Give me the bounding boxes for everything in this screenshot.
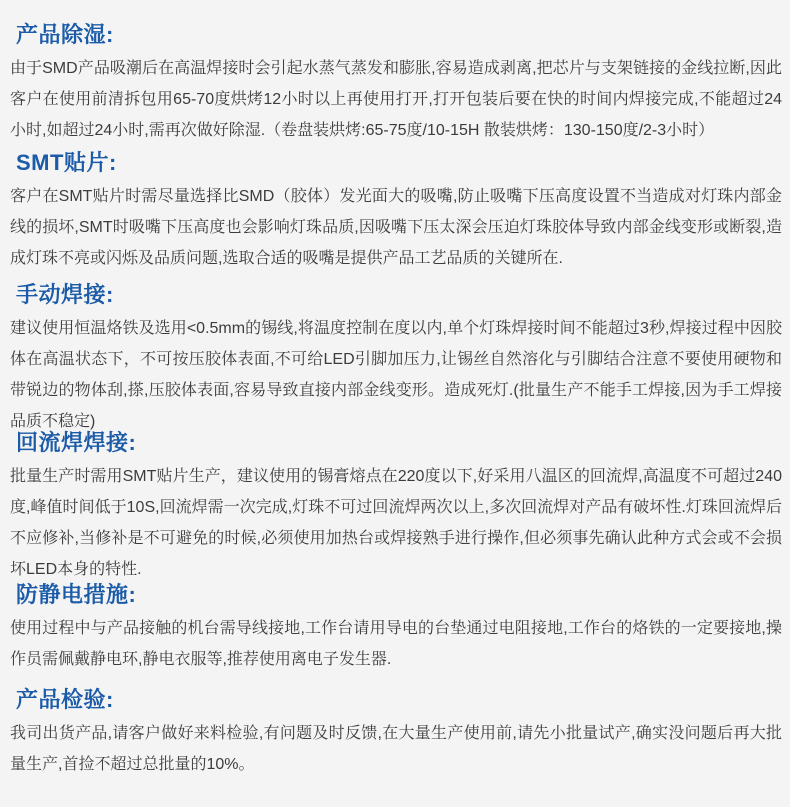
section-product-dehumidify <box>0 20 790 146</box>
section-body: 由于SMD产品吸潮后在高温焊接时会引起水蒸气蒸发和膨胀,容易造成剥离,把芯片与支架链接的金线拉断,因此客户在使用前清拆包用65-70度烘烤12小时以上再使用打开,打开包装后要在快的时间内焊接完成,不能超过24小时,如超过24小时,需再次做好除湿.（卷盘装烘烤:65-75度/10-15H 散装烘烤：130-150度/2-3小时） <box>10 60 782 139</box>
section-product-inspection <box>0 685 790 780</box>
section-smt-placement <box>0 148 790 274</box>
section-body: 建议使用恒温烙铁及选用<0.5mm的锡线,将温度控制在度以内,单个灯珠焊接时间不能超过3秒,焊接过程中因胶体在高温状态下，不可按压胶体表面,不可给LED引脚加压力,让锡丝自然溶化与引脚结合注意不要使用硬物和带锐边的物体刮,搽,压胶体表面,容易导致直接内部金线变形。造成死灯.(批量生产不能手工焊接,因为手工焊接品质不稳定) <box>10 320 782 430</box>
section-title: 回流焊焊接: <box>16 430 137 455</box>
section-title: 手动焊接: <box>16 282 114 307</box>
section-body: 批量生产时需用SMT贴片生产，建议使用的锡膏熔点在220度以下,好采用八温区的回流焊,高温度不可超过240度,峰值时间低于10S,回流焊需一次完成,灯珠不可过回流焊两次以上,多次回流焊对产品有破坏性.灯珠回流焊后不应修补,当修补是不可避免的时候,必须使用加热台或焊接熟手进行操作,但必须事先确认此种方式会或不会损坏LED本身的特性. <box>10 468 782 578</box>
section-reflow-soldering <box>0 428 790 585</box>
section-title: 防静电措施: <box>16 582 137 607</box>
section-title: 产品检验: <box>16 687 114 712</box>
section-body: 客户在SMT贴片时需尽量选择比SMD（胶体）发光面大的吸嘴,防止吸嘴下压高度设置不当造成对灯珠内部金线的损坏,SMT时吸嘴下压高度也会影响灯珠品质,因吸嘴下压太深会压迫灯珠胶体导致内部金线变形或断裂,造成灯珠不亮或闪烁及品质问题,选取合适的吸嘴是提供产品工艺品质的关键所在. <box>10 188 782 267</box>
section-manual-soldering <box>0 280 790 437</box>
section-body: 我司出货产品,请客户做好来料检验,有问题及时反馈,在大量生产使用前,请先小批量试产,确实没问题后再大批量生产,首捡不超过总批量的10%。 <box>10 725 782 773</box>
section-title: SMT贴片: <box>16 150 117 175</box>
section-body: 使用过程中与产品接触的机台需导线接地,工作台请用导电的台垫通过电阻接地,工作台的烙铁的一定要接地,操作员需佩戴静电环,静电衣服等,推荐使用离电子发生器. <box>10 620 782 668</box>
section-title: 产品除湿: <box>16 22 114 47</box>
section-antistatic-measures <box>0 580 790 675</box>
